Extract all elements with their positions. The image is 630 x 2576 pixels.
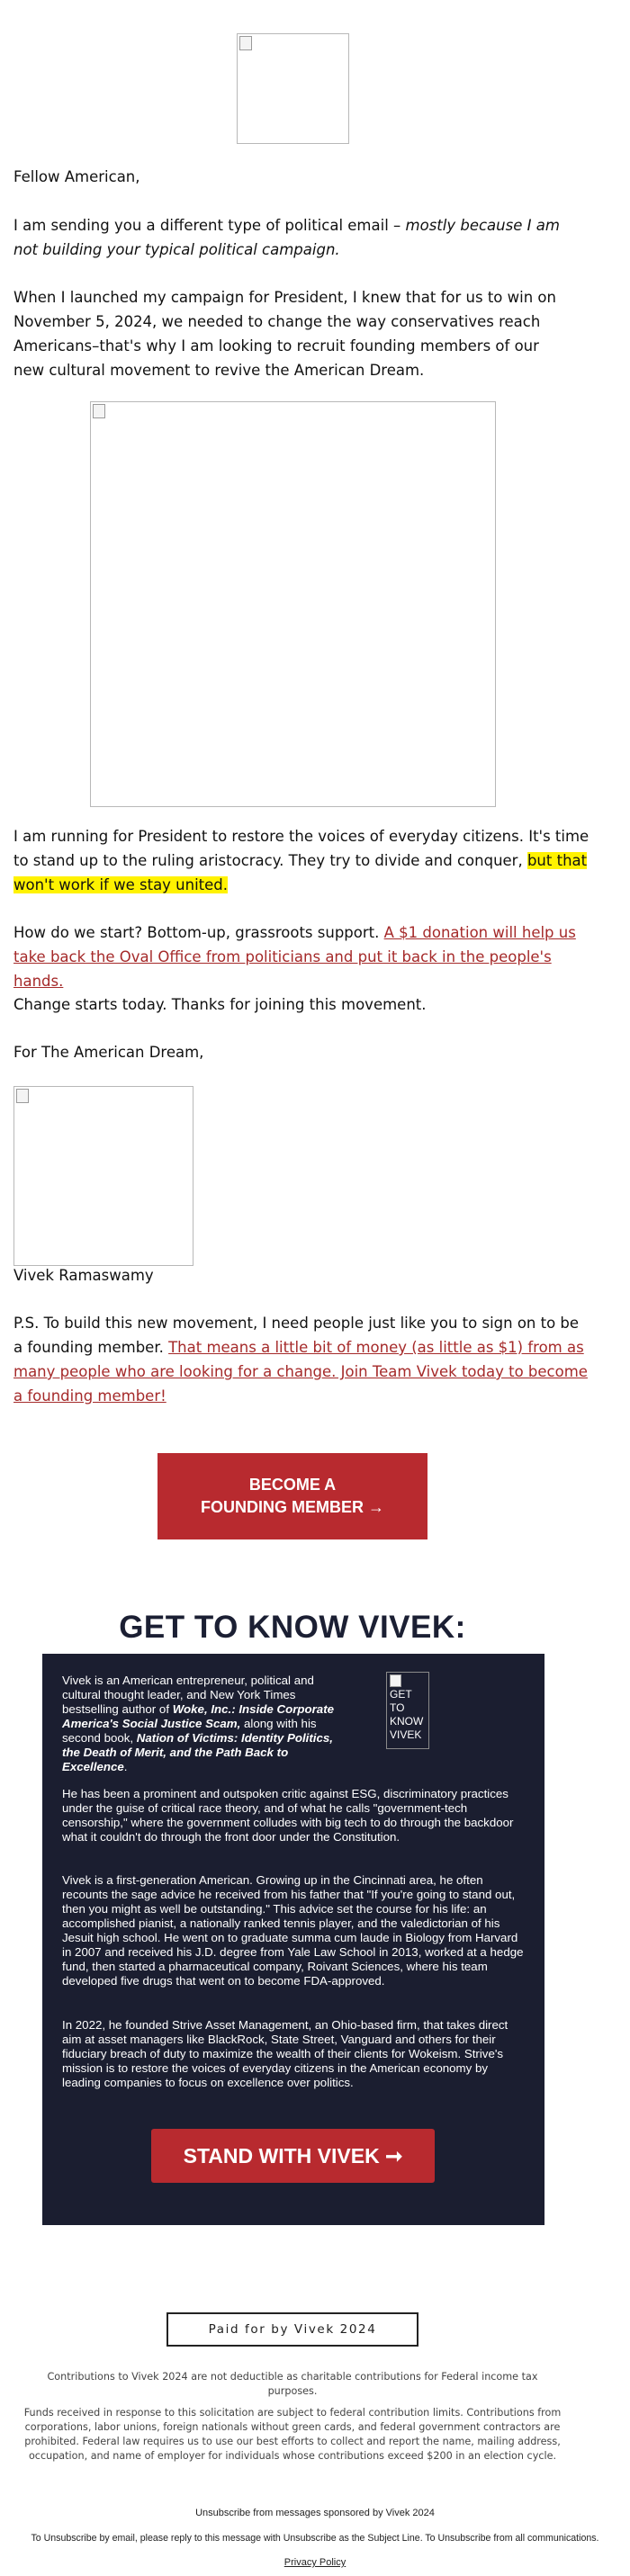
greeting: Fellow American, <box>14 168 140 185</box>
book-title-woke-inc: Woke, Inc.: Inside Corporate America's Social Justice Scam, <box>62 1702 335 1730</box>
campaign-hero-image <box>90 401 496 807</box>
paragraph-1-text: I am sending you a different type of political email – <box>14 217 406 234</box>
signoff: For The American Dream, <box>14 1044 204 1061</box>
bio-text-1: Vivek is an American entrepreneur, political and cultural thought leader, and New York Times bestselling author of <box>62 1674 314 1716</box>
bio-panel <box>42 1654 544 2225</box>
bio-paragraph-4: In 2022, he founded Strive Asset Management, an Ohio-based firm, that takes direct aim at asset managers like BlackRock, State Street, Vanguard and others for their fiduciary breach of duty to maximize the wealth of their clients for Wokeism. Strive's mission is to restore the voices of everyday citizens in the American economy by leading companies to focus on excellence over politics. <box>62 2018 508 2089</box>
paragraph-4 <box>14 920 590 993</box>
paragraph-3-text: I am running for President to restore the voices of everyday citizens. It's time to stand up to the ruling aristocracy. They try to divide and conquer, <box>14 828 590 869</box>
stand-with-vivek-button[interactable]: STAND WITH VIVEK ➞ <box>151 2129 435 2183</box>
paid-for-box: Paid for by Vivek 2024 <box>166 2312 418 2347</box>
unsubscribe-sponsored-link[interactable]: Unsubscribe from messages sponsored by Vivek 2024 <box>195 2508 435 2518</box>
header-logo-image <box>237 33 349 144</box>
bio-paragraph-1 <box>62 1674 352 1774</box>
paragraph-3-highlight: but that won't work if we stay united. <box>14 852 588 893</box>
cta-line-1: BECOME A <box>248 1476 337 1494</box>
become-founding-member-button[interactable] <box>158 1453 428 1539</box>
donation-link[interactable]: A $1 donation will help us take back the Oval Office from politicians and put it back in the people's hands. <box>14 924 576 990</box>
get-to-know-heading: GET TO KNOW VIVEK: <box>119 1610 466 1645</box>
founding-member-link[interactable]: That means a little bit of money (as little as $1) from as many people who are looking for a change. Join Team Vivek today to become a founding member! <box>14 1339 588 1405</box>
signature-name: Vivek Ramaswamy <box>14 1267 154 1284</box>
contribution-disclaimer: Funds received in response to this solicitation are subject to federal contribution limits. Contributions from corporations, labor unions, foreign nationals without green cards, and federal government contractors are prohibited. Federal law requires us to use our best efforts to collect and report the name, mailing address, occupation, and name of employer for individuals whose contributions exceed $200 in an election cycle. <box>23 2407 562 2462</box>
paragraph-4-text: How do we start? Bottom-up, grassroots support. <box>14 924 384 941</box>
cta-line-2: FOUNDING MEMBER → <box>201 1498 384 1516</box>
bio-text-2: along with his second book, <box>62 1717 317 1745</box>
tax-disclaimer: Contributions to Vivek 2024 are not deductible as charitable contributions for Federal income tax purposes. <box>47 2371 538 2397</box>
postscript-text: P.S. To build this new movement, I need people just like you to sign on to be a founding member. <box>14 1315 580 1356</box>
bio-paragraph-3: Vivek is a first-generation American. Growing up in the Cincinnati area, he often recounts the sage advice he received from his father that "If you're going to stand out, then you might as well be outstanding." This advice set the course for his life: an accomplished pianist, a nationally ranked tennis player, and the valedictorian of his Jesuit high school. He went on to graduate summa cum laude in Biology from Harvard in 2007 and received his J.D. degree from Yale Law School in 2013, worked at a hedge fund, then started a pharmaceutical company, Roivant Sciences, where his team developed five drugs that went on to become FDA-approved. <box>62 1873 524 1988</box>
vivek-portrait-image <box>386 1672 429 1749</box>
bio-text-3: . <box>123 1760 128 1773</box>
unsubscribe-email-text: To Unsubscribe by email, please reply to this message with Unsubscribe as the Subject Line. To Unsubscribe from all communications. <box>31 2533 599 2544</box>
paragraph-3 <box>14 824 590 897</box>
privacy-policy-link[interactable]: Privacy Policy <box>284 2557 346 2568</box>
signature-image <box>14 1086 194 1266</box>
paragraph-5: Change starts today. Thanks for joining this movement. <box>14 996 427 1013</box>
postscript <box>14 1311 590 1408</box>
portrait-alt-text: GET TO KNOW VIVEK <box>390 1688 424 1741</box>
bio-paragraph-2: He has been a prominent and outspoken critic against ESG, discriminatory practices under the guise of critical race theory, and of what he calls "government-tech censorship," where the government colludes with big tech to do through the backdoor what it couldn't do through the front door under the Constitution. <box>62 1787 514 1844</box>
paragraph-1 <box>14 213 572 262</box>
paragraph-1-italic: mostly because I am not building your typical political campaign. <box>14 217 560 258</box>
book-title-nation-of-victims: Nation of Victims: Identity Politics, the Death of Merit, and the Path Back to Excellence <box>62 1731 333 1773</box>
paragraph-2: When I launched my campaign for President, I knew that for us to win on November 5, 2024, we needed to change the way conservatives reach Americans–that's why I am looking to recruit founding members of our new cultural movement to revive the American Dream. <box>14 289 556 379</box>
